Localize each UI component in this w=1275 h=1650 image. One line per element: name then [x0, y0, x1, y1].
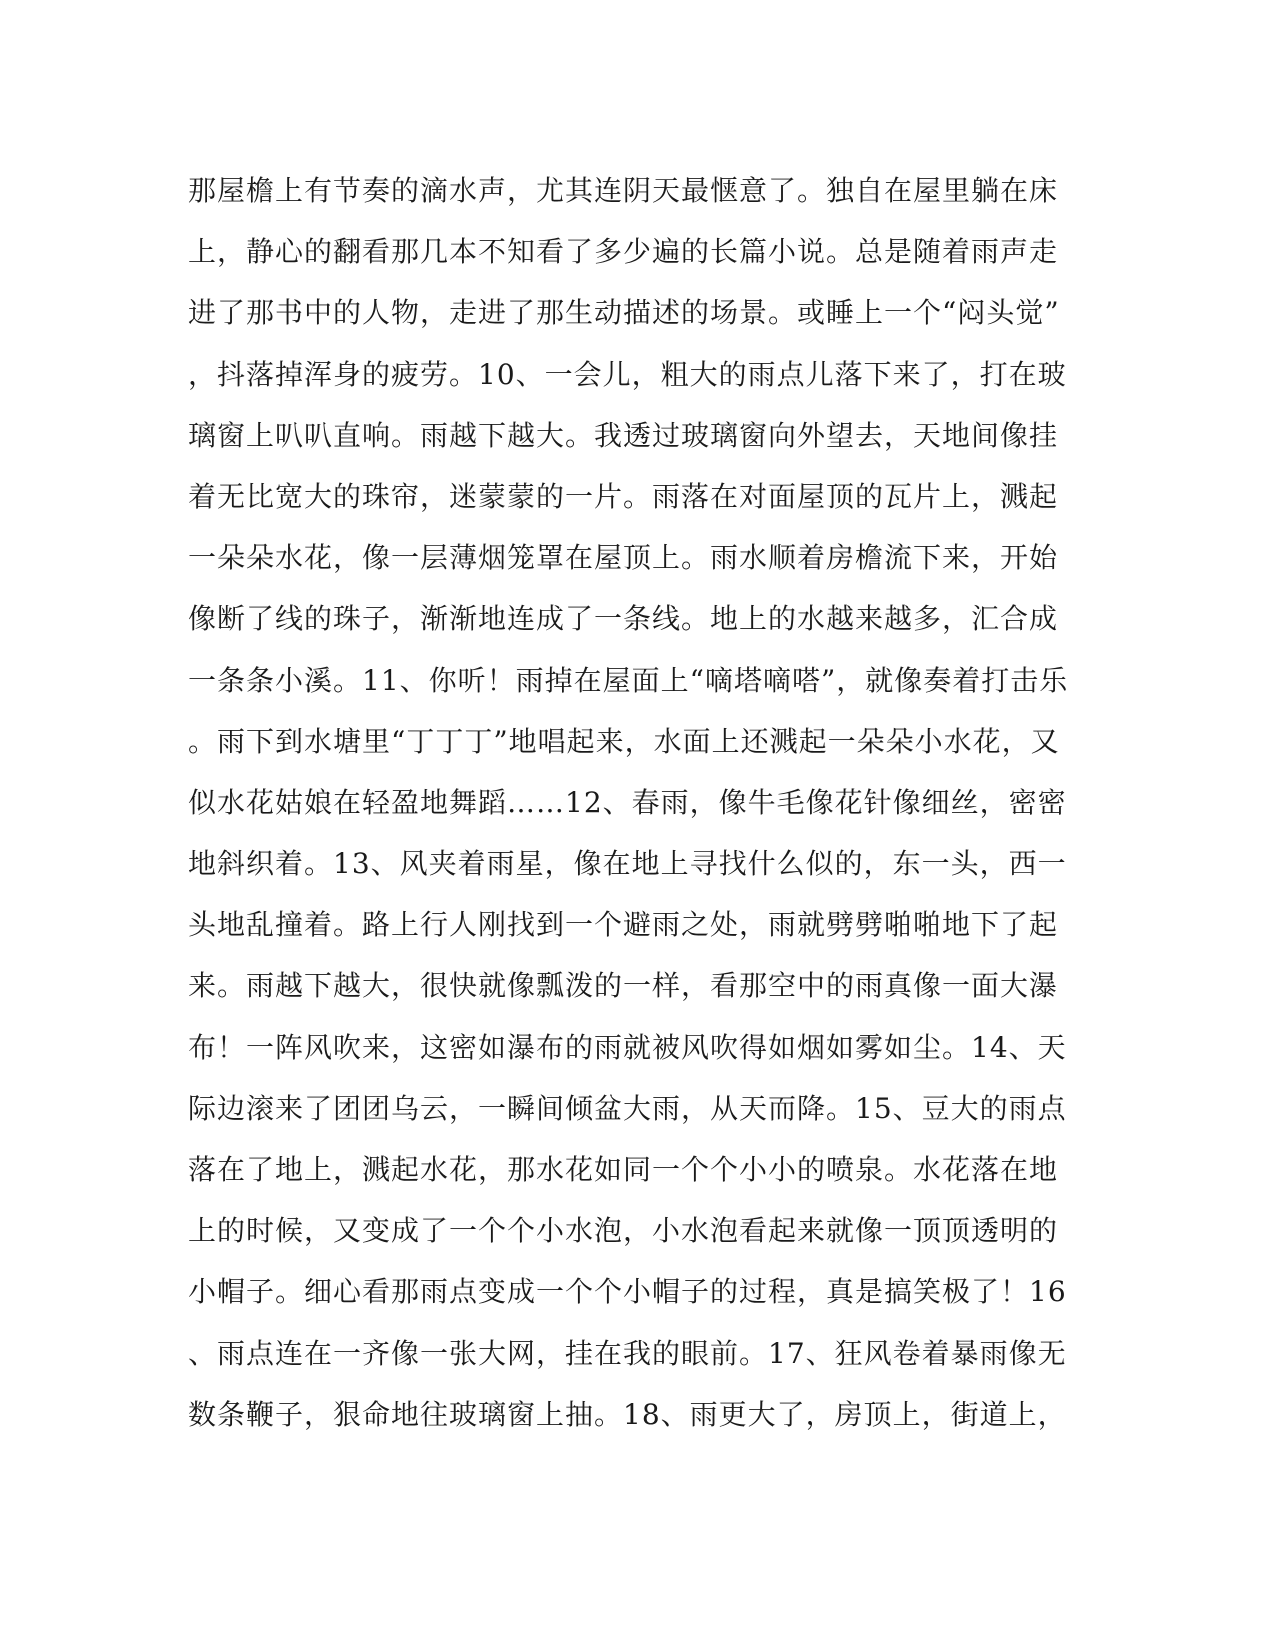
text-line: 头地乱撞着。路上行人刚找到一个避雨之处，雨就劈劈啪啪地下了起	[188, 908, 1059, 942]
text-line: 地斜织着。13、风夹着雨星，像在地上寻找什么似的，东一头，西一	[188, 847, 1067, 881]
text-line: 似水花姑娘在轻盈地舞蹈……12、春雨，像牛毛像花针像细丝，密密	[188, 785, 1067, 819]
text-line: 进了那书中的人物，走进了那生动描述的场景。或睡上一个“闷头觉”	[188, 296, 1060, 330]
text-line: ，抖落掉浑身的疲劳。10、一会儿，粗大的雨点儿落下来了，打在玻	[188, 357, 1067, 391]
text-line: 。雨下到水塘里“丁丁丁”地唱起来，水面上还溅起一朵朵小水花，又	[188, 724, 1060, 758]
text-line: 璃窗上叭叭直响。雨越下越大。我透过玻璃窗向外望去，天地间像挂	[188, 418, 1059, 452]
text-line: 布！一阵风吹来，这密如瀑布的雨就被风吹得如烟如雾如尘。14、天	[188, 1030, 1067, 1064]
text-line: 上的时候，又变成了一个个小水泡，小水泡看起来就像一顶顶透明的	[188, 1214, 1059, 1248]
text-line: 来。雨越下越大，很快就像瓢泼的一样，看那空中的雨真像一面大瀑	[188, 969, 1059, 1003]
text-line: 一朵朵水花，像一层薄烟笼罩在屋顶上。雨水顺着房檐流下来，开始	[188, 541, 1059, 575]
body-text	[188, 160, 1069, 1445]
text-line: 、雨点连在一齐像一张大网，挂在我的眼前。17、狂风卷着暴雨像无	[188, 1336, 1067, 1370]
text-line: 一条条小溪。11、你听！雨掉在屋面上“嘀塔嘀嗒”，就像奏着打击乐	[188, 663, 1069, 697]
text-line: 那屋檐上有节奏的滴水声，尤其连阴天最惬意了。独自在屋里躺在床	[188, 174, 1059, 207]
text-line: 数条鞭子，狠命地往玻璃窗上抽。18、雨更大了，房顶上，街道上，	[188, 1397, 1067, 1431]
text-line: 落在了地上，溅起水花，那水花如同一个个小小的喷泉。水花落在地	[188, 1153, 1059, 1186]
text-line: 际边滚来了团团乌云，一瞬间倾盆大雨，从天而降。15、豆大的雨点	[188, 1091, 1067, 1125]
text-line: 着无比宽大的珠帘，迷蒙蒙的一片。雨落在对面屋顶的瓦片上，溅起	[188, 479, 1059, 513]
text-line: 像断了线的珠子，渐渐地连成了一条线。地上的水越来越多，汇合成	[188, 602, 1059, 636]
text-line: 上，静心的翻看那几本不知看了多少遍的长篇小说。总是随着雨声走	[188, 235, 1059, 269]
text-line: 小帽子。细心看那雨点变成一个个小帽子的过程，真是搞笑极了！16	[188, 1275, 1067, 1309]
